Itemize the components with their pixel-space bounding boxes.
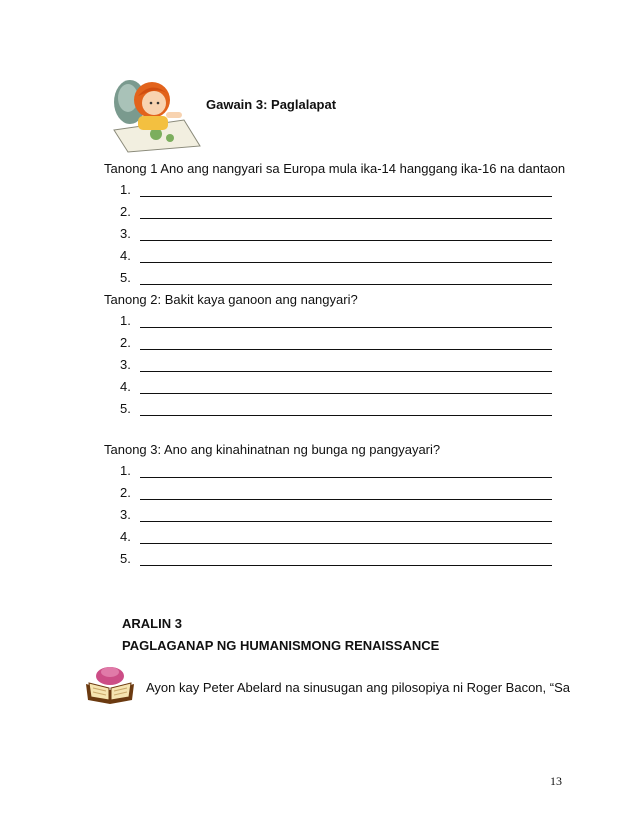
answer-blank[interactable] [140,521,552,522]
lesson-title: PAGLAGANAP NG HUMANISMONG RENAISSANCE [122,638,440,653]
answer-blank[interactable] [140,240,552,241]
answer-number: 4. [120,248,131,263]
answer-line[interactable] [120,270,552,288]
question-1: Tanong 1 Ano ang nangyari sa Europa mula ika-14 hanggang ika-16 na dantaon [104,161,566,176]
answer-line[interactable] [120,529,552,547]
question-3: Tanong 3: Ano ang kinahinatnan ng bunga ng pangyayari? [104,442,441,457]
answer-number: 1. [120,182,131,197]
answer-blank[interactable] [140,477,552,478]
answer-number: 2. [120,335,131,350]
answer-number: 2. [120,485,131,500]
answer-line[interactable] [120,379,552,397]
answer-number: 2. [120,204,131,219]
page-number: 13 [550,774,562,788]
answer-line[interactable] [120,226,552,244]
answer-blank[interactable] [140,284,552,285]
answer-line[interactable] [120,507,552,525]
answer-number: 5. [120,270,131,285]
answer-blank[interactable] [140,262,552,263]
answer-line[interactable] [120,313,552,331]
answer-blank[interactable] [140,543,552,544]
activity-title: Gawain 3: Paglalapat [206,97,337,112]
answer-line[interactable] [120,248,552,266]
answer-blank[interactable] [140,196,552,197]
question-2: Tanong 2: Bakit kaya ganoon ang nangyari? [104,292,358,307]
answer-number: 1. [120,313,131,328]
answer-number: 5. [120,401,131,416]
lesson-label: ARALIN 3 [122,616,182,631]
answer-number: 4. [120,529,131,544]
answer-blank[interactable] [140,499,552,500]
answer-line[interactable] [120,357,552,375]
answer-line[interactable] [120,335,552,353]
answer-line[interactable] [120,182,552,200]
open-book-icon [82,664,138,704]
answer-line[interactable] [120,204,552,222]
answer-blank[interactable] [140,393,552,394]
answer-line[interactable] [120,463,552,481]
answer-blank[interactable] [140,565,552,566]
answer-blank[interactable] [140,349,552,350]
answer-blank[interactable] [140,415,552,416]
answer-number: 3. [120,357,131,372]
answer-line[interactable] [120,401,552,419]
lesson-paragraph: Ayon kay Peter Abelard na sinusugan ang pilosopiya ni Roger Bacon, “Sa [146,680,570,695]
answer-number: 1. [120,463,131,478]
answer-blank[interactable] [140,371,552,372]
answer-blank[interactable] [140,327,552,328]
girl-studying-map-icon [108,72,202,154]
answer-line[interactable] [120,551,552,569]
answer-number: 5. [120,551,131,566]
answer-number: 3. [120,226,131,241]
answer-blank[interactable] [140,218,552,219]
answer-line[interactable] [120,485,552,503]
answer-number: 4. [120,379,131,394]
answer-number: 3. [120,507,131,522]
